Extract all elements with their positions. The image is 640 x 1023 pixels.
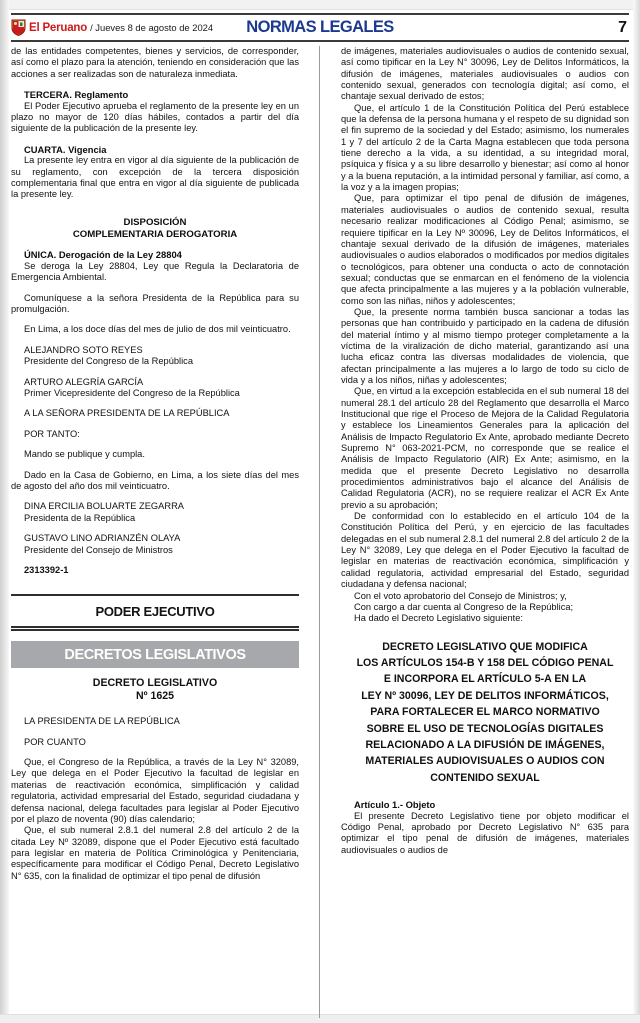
- law-title: [341, 639, 629, 787]
- page-number: 7: [618, 19, 627, 36]
- paragraph-con-voto: Con el voto aprobatorio del Consejo de Ministros; y,: [354, 590, 567, 601]
- issue-date: / Jueves 8 de agosto de 2024: [90, 22, 214, 33]
- signature-name-4: GUSTAVO LINO ADRIANZÉN OLAYA: [24, 533, 181, 544]
- paragraph-que-norma: Que, la presente norma también busca sancionar a todas las personas que han contribuido y participado en la cadena de difusión del material íntimo y al mismo tiempo proteger completamente a la víctima de la viralización de dicho material, garantizando así una lucha eficaz contra las diversas modalidades de violencia, que afectan principalmente a las mujeres a lo largo de todo su ciclo de vida y a los niños, niñas y adolescentes;: [341, 306, 629, 385]
- poder-ejecutivo-section: [11, 594, 299, 703]
- column-divider: [319, 46, 320, 1018]
- law-title-line-9: CONTENIDO SEXUAL: [430, 771, 540, 784]
- heading-cuarta: CUARTA. Vigencia: [24, 143, 107, 155]
- columns-area: [11, 46, 629, 1018]
- document-code: 2313392-1: [24, 564, 69, 575]
- right-column: [341, 46, 629, 1018]
- paragraph-que-optimizar: Que, para optimizar el tipo penal de difusión de imágenes, materiales audiovisuales o audios de contenido sexual, resulta necesario realizar modificaciones al Código Penal; asimismo, se requiere tipificar en la Ley Nº 30096, Ley de Delitos Informáticos, el chantaje sexual derivado de la difusión de imágenes, materiales audiovisuales o audios elaborados o modificados por medios digitales o tecnológicos, para obtener una conducta o acto de connotación sexual; conductas que se enmarcan en el fenómeno de la violencia que afecta principalmente a las mujeres y a la población vulnerable, como son las niñas, niños y adolescentes;: [341, 193, 629, 306]
- left-column: [11, 46, 299, 1018]
- paragraph-que-2: Que, el sub numeral 2.8.1 del numeral 2.8 del artículo 2 de la citada Ley Nº 32089, dispone que el Poder Ejecutivo está facultado para legislar en materia de Política Criminológica y Penitenciaria, específicamente para modificar el Código Penal, Decreto Legislativo N° 635, con la finalidad de optimizar el tipo penal de difusión: [11, 825, 299, 881]
- poder-ejecutivo-label: PODER EJECUTIVO: [95, 603, 215, 619]
- law-title-line-7: RELACIONADO A LA DIFUSIÓN DE IMÁGENES,: [365, 738, 605, 751]
- masthead: [11, 13, 629, 42]
- paragraph-de-conformidad: De conformidad con lo establecido en el artículo 104 de la Constitución Política del Perú, y en ejercicio de las facultades delegadas en el sub numeral 2.8.1 del numeral 2.8 del artículo 2 de la Ley N° 32089, Ley que delega en el Poder Ejecutivo la facultad de legislar en materias de reactivación económica, simplificación y calidad regulatoria, actividad empresarial del Estado, seguridad ciudadana y defensa nacional;: [341, 511, 629, 590]
- paragraph-unica: Se deroga la Ley 28804, Ley que Regula la Declaratoria de Emergencia Ambiental.: [11, 261, 299, 283]
- law-title-line-3: E INCORPORA EL ARTÍCULO 5-A EN LA: [383, 673, 587, 686]
- por-cuanto-line: POR CUANTO: [24, 736, 86, 747]
- heading-articulo-1: Artículo 1.- Objeto: [354, 799, 436, 811]
- signature-role-3: Presidenta de la República: [24, 512, 136, 523]
- paragraph-que-1: Que, el Congreso de la República, a través de la Ley N° 32089, Ley que delega en el Poder Ejecutivo la facultad de legislar en materias de reactivación económica, simplificación y calidad regulatoria, actividad empresarial del Estado, seguridad ciudadana y defensa nacional, delega facultades para legislar al Poder Ejecutivo por el plazo de noventa (90) días calendario;: [11, 757, 299, 824]
- heading-tercera: TERCERA. Reglamento: [24, 89, 129, 101]
- addressee-line: A LA SEÑORA PRESIDENTA DE LA REPÚBLICA: [24, 408, 230, 419]
- page-title: NORMAS LEGALES: [246, 18, 394, 36]
- paragraph-con-cargo: Con cargo a dar cuenta al Congreso de la República;: [354, 601, 574, 612]
- paragraph-continuation-left: de las entidades competentes, bienes y servicios, de corresponder, así como el plazo para la atención, teniendo en consideración que las acciones a ser realizadas son de naturaleza inmediata.: [11, 46, 299, 79]
- paragraph-dado: Dado en la Casa de Gobierno, en Lima, a los siete días del mes de agosto del año dos mil veinticuatro.: [11, 469, 299, 491]
- page-top-edge: [0, 0, 640, 10]
- page-left-edge: [0, 0, 9, 1023]
- signature-role-4: Presidente del Consejo de Ministros: [24, 544, 173, 555]
- mando-line: Mando se publique y cumpla.: [24, 449, 145, 460]
- paragraph-cuarta: La presente ley entra en vigor al día siguiente de la publicación de su reglamento, con excepción de la tercera disposición complementaria final que entra en vigor al día siguiente de publicada la presente ley.: [11, 155, 299, 200]
- decretos-legislativos-banner: [11, 641, 299, 668]
- paragraph-tercera: El Poder Ejecutivo aprueba el reglamento de la presente ley en un plazo no mayor de 120 días hábiles, contados a partir del día siguiente de la publicación de la presente ley.: [11, 100, 299, 134]
- law-title-line-8: MATERIALES AUDIOVISUALES O AUDIOS CON: [365, 755, 605, 768]
- page-right-edge: [633, 0, 640, 1023]
- paragraph-que-virtud: Que, en virtud a la excepción establecida en el sub numeral 18 del numeral 28.1 del artículo 28 del Reglamento que desarrolla el Marco Institucional que rige el Proceso de Mejora de la Calidad Regulatoria y establece los Lineamientos Generales para la aplicación del Análisis de Impacto Regulatorio Ex Ante, aprobado mediante Decreto Supremo N° 063-2021-PCM, no corresponde que se realice el Análisis de Impacto Regulatorio (AIR) Ex Ante; asimismo, en la medida que el presente Decreto Legislativo no desarrolla procedimientos administrativos bajo el alcance del Análisis de Calidad Regulatoria (ACR), no se requiere realizar el ACR Ex Ante previo a su aprobación;: [341, 386, 629, 510]
- heading-disposicion-line1: DISPOSICIÓN: [123, 216, 187, 228]
- signature-name-2: ARTURO ALEGRÍA GARCÍA: [24, 376, 144, 387]
- masthead-rule-bottom: [11, 40, 629, 42]
- signature-name-3: DINA ERCILIA BOLUARTE ZEGARRA: [24, 501, 184, 512]
- paragraph-continuation-right: de imágenes, materiales audiovisuales o audios de contenido sexual, así como tipificar en la Ley N° 30096, Ley de Delitos Informáticos, la difusión de imágenes, materiales audiovisuales o audios con contenido sexual, generados con tecnología digital; así como, el chantaje sexual derivado de estos;: [341, 46, 629, 102]
- por-tanto-line: POR TANTO:: [24, 428, 80, 439]
- paragraph-comuniquese: Comuníquese a la señora Presidenta de la República para su promulgación.: [11, 292, 299, 315]
- paragraph-articulo-1: El presente Decreto Legislativo tiene por objeto modificar el Código Penal, aprobado por Decreto Legislativo N° 635 para optimizar el tipo penal de difusión de imágenes, materiales audiovisuales o audios de: [341, 810, 629, 855]
- signature-role-2: Primer Vicepresidente del Congreso de la República: [24, 387, 240, 398]
- decreto-title-line1: DECRETO LEGISLATIVO: [92, 677, 218, 690]
- signature-name-1: ALEJANDRO SOTO REYES: [24, 344, 143, 355]
- law-title-line-4: LEY Nº 30096, LEY DE DELITOS INFORMÁTICOS,: [361, 689, 609, 702]
- paragraph-que-articulo1: Que, el artículo 1 de la Constitución Política del Perú establece que la defensa de la persona humana y el respeto de su dignidad son el fin supremo de la sociedad y del Estado; asimismo, los numerales 1 y 7 del artículo 2 de la Carta Magna establecen que toda persona tiene derecho a la vida, a su identidad, a su integridad moral, psíquica y física y a su libre desarrollo y bienestar; así como al honor y a la buena reputación, a la intimidad personal y familiar, así como, a la voz y a la imagen propias;: [341, 102, 629, 193]
- la-presidenta-line: LA PRESIDENTA DE LA REPÚBLICA: [24, 716, 180, 727]
- decreto-title: [11, 677, 299, 703]
- law-title-line-6: SOBRE EL USO DE TECNOLOGÍAS DIGITALES: [366, 722, 604, 735]
- heading-unica: ÚNICA. Derogación de la Ley 28804: [24, 249, 182, 261]
- law-title-line-5: PARA FORTALECER EL MARCO NORMATIVO: [370, 706, 600, 719]
- decretos-legislativos-label: DECRETOS LEGISLATIVOS: [64, 646, 246, 663]
- law-title-line-2: LOS ARTÍCULOS 154-B Y 158 DEL CÓDIGO PENAL: [356, 656, 614, 669]
- paragraph-ha-dado: Ha dado el Decreto Legislativo siguiente:: [354, 613, 523, 624]
- poder-ejecutivo-banner: [11, 594, 299, 628]
- brand-name: El Peruano: [29, 21, 88, 34]
- decreto-title-line2: Nº 1625: [135, 690, 175, 703]
- paragraph-en-lima: En Lima, a los doce días del mes de julio de dos mil veinticuatro.: [24, 324, 291, 335]
- signature-role-1: Presidente del Congreso de la República: [24, 356, 194, 367]
- law-title-line-1: DECRETO LEGISLATIVO QUE MODIFICA: [382, 640, 588, 653]
- heading-disposicion-line2: COMPLEMENTARIA DEROGATORIA: [72, 228, 238, 240]
